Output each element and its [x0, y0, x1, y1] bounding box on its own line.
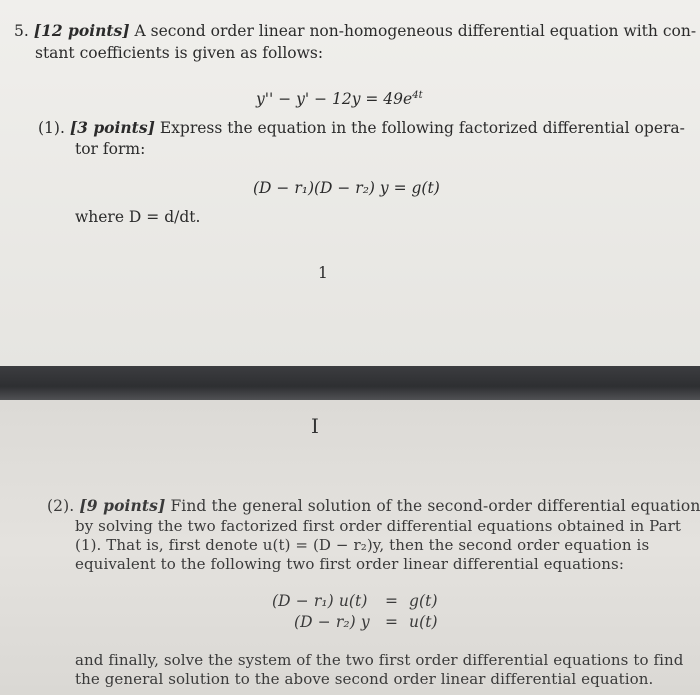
part2-line4: equivalent to the following two first order linear differential equations:: [75, 555, 625, 573]
part2-header: [47, 496, 700, 516]
part2-label: (2).: [47, 497, 75, 515]
main-equation: [256, 86, 423, 109]
main-equation-body: y'' − y' − 12y = 49e: [256, 90, 413, 108]
part2-line6: the general solution to the above second order linear differential equation.: [75, 670, 654, 688]
system-eq2-equals: =: [385, 613, 399, 631]
dark-gap-band: [0, 366, 700, 400]
system-eq1-lhs: (D − r₁) u(t): [272, 592, 368, 610]
text-cursor-icon: I: [311, 414, 319, 438]
part1-points: [3 points]: [69, 118, 155, 137]
factorized-equation: (D − r₁)(D − r₂) y = g(t): [253, 179, 440, 197]
part2-line1: Find the general solution of the second-order differential equation: [170, 497, 700, 515]
part2-line3: (1). That is, first denote u(t) = (D − r₂)y, then the second order equation is: [75, 536, 650, 554]
problem-points: [12 points]: [33, 21, 130, 40]
main-equation-exponent: 4t: [412, 90, 423, 101]
part1-text-line2: tor form:: [75, 140, 146, 158]
where-definition: where D = d/dt.: [75, 208, 201, 226]
problem-intro-line2: stant coefficients is given as follows:: [35, 44, 324, 62]
system-eq1-rhs: g(t): [409, 592, 438, 610]
part2-line5: and finally, solve the system of the two first order differential equations to find: [75, 651, 684, 669]
problem-header: [14, 21, 696, 41]
part2-line2: by solving the two factorized first order differential equations obtained in Part: [75, 517, 682, 535]
part1-label: (1).: [38, 119, 65, 137]
part2-points: [9 points]: [79, 496, 166, 515]
system-eq2-lhs: (D − r₂) y: [294, 613, 370, 631]
problem-number: 5.: [14, 22, 29, 40]
page-mark: 1: [318, 264, 328, 282]
system-eq1-equals: =: [385, 592, 399, 610]
system-eq2-rhs: u(t): [409, 613, 438, 631]
part1-text-line1: Express the equation in the following factorized differential opera-: [159, 119, 685, 137]
part1-header: [38, 118, 685, 138]
problem-intro-line1: A second order linear non-homogeneous differential equation with con-: [134, 22, 697, 40]
